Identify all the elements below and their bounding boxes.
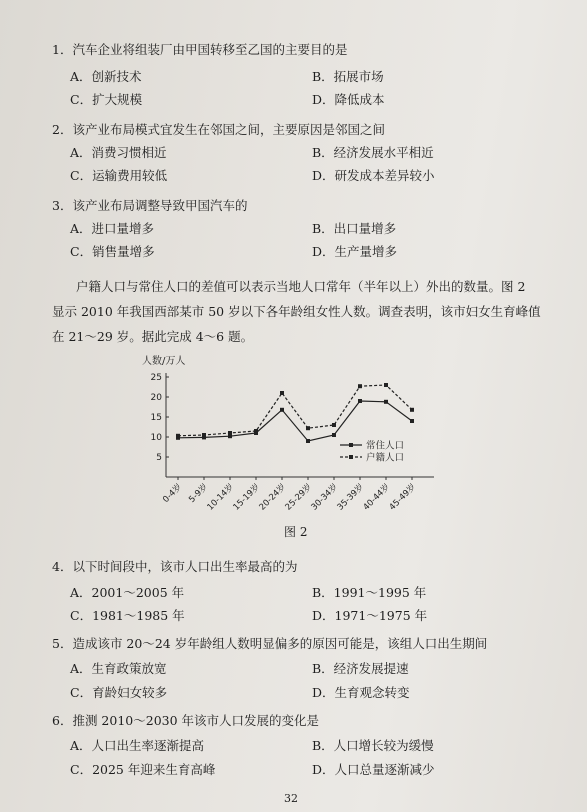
x-tick-label: 25-29岁 (283, 482, 315, 513)
data-point (280, 408, 284, 412)
y-tick-label: 20 (150, 393, 162, 403)
x-tick-label: 5-9岁 (187, 482, 211, 505)
passage-line-2: 显示 2010 年我国西部某市 50 岁以下各年龄组女性人数。调查表明，该市妇女生育峰值 (52, 304, 541, 319)
x-tick-label: 10-14岁 (205, 482, 237, 513)
q1-option-a: A．创新技术 (70, 69, 142, 84)
x-tick-label: 0-4岁 (161, 482, 185, 505)
y-tick-label: 15 (150, 413, 162, 423)
q5-option-c: C．育龄妇女较多 (70, 685, 168, 700)
q2-option-a: A．消费习惯相近 (70, 145, 167, 160)
y-tick-label: 5 (156, 453, 162, 463)
q3-option-d: D．生产量增多 (312, 244, 398, 259)
legend-label-1: 常住人口 (366, 440, 405, 452)
q3-option-c: C．销售量增多 (70, 244, 155, 259)
data-point (410, 419, 414, 423)
legend-marker (349, 443, 353, 447)
x-tick-label: 15-19岁 (231, 482, 263, 513)
x-tick-label: 45-49岁 (387, 482, 419, 513)
q6-option-d: D．人口总量逐渐减少 (312, 762, 435, 777)
q1-option-d: D．降低成本 (312, 92, 385, 107)
q1-option-b: B．拓展市场 (312, 69, 384, 84)
q6-option-c: C．2025 年迎来生育高峰 (70, 762, 216, 777)
data-point (228, 431, 232, 435)
data-point (358, 399, 362, 403)
question-3-stem: 3．该产业布局调整导致甲国汽车的 (52, 198, 248, 213)
question-4-stem: 4．以下时间段中，该市人口出生率最高的为 (52, 559, 298, 574)
q5-option-a: A．生育政策放宽 (70, 661, 167, 676)
data-point (358, 384, 362, 388)
q4-option-c: C．1981～1985 年 (70, 608, 185, 623)
data-point (306, 439, 310, 443)
data-point (384, 400, 388, 404)
y-tick-label: 10 (150, 433, 162, 443)
data-point (306, 426, 310, 430)
q4-option-a: A．2001～2005 年 (70, 585, 185, 600)
q6-option-a: A．人口出生率逐渐提高 (70, 738, 205, 753)
question-1-stem: 1．汽车企业将组装厂由甲国转移至乙国的主要目的是 (52, 42, 348, 57)
q3-option-b: B．出口量增多 (312, 221, 397, 236)
x-tick-label: 40-44岁 (361, 482, 393, 513)
data-point (280, 391, 284, 395)
question-2-stem: 2．该产业布局模式宜发生在邻国之间，主要原因是邻国之间 (52, 122, 385, 137)
population-line-chart (140, 352, 440, 522)
chart-series (176, 383, 414, 443)
q2-option-b: B．经济发展水平相近 (312, 145, 434, 160)
chart-legend (340, 440, 404, 464)
q6-option-b: B．人口增长较为缓慢 (312, 738, 434, 753)
q4-option-b: B．1991～1995 年 (312, 585, 427, 600)
q5-option-b: B．经济发展提速 (312, 661, 409, 676)
passage (52, 274, 552, 349)
x-tick-label: 30-34岁 (309, 482, 341, 513)
legend-marker (349, 455, 353, 459)
q1-option-c: C．扩大规模 (70, 92, 143, 107)
q5-option-d: D．生育观念转变 (312, 685, 410, 700)
q4-option-d: D．1971～1975 年 (312, 608, 428, 623)
series-line-1 (178, 401, 412, 441)
y-axis-label: 人数/万人 (142, 356, 186, 367)
chart-axes (142, 354, 434, 513)
data-point (384, 383, 388, 387)
x-tick-label: 35-39岁 (335, 482, 367, 513)
data-point (202, 433, 206, 437)
y-tick-label: 25 (150, 373, 162, 383)
data-point (332, 433, 336, 437)
q2-option-c: C．运输费用较低 (70, 168, 168, 183)
legend-label-2: 户籍人口 (366, 452, 405, 464)
data-point (332, 423, 336, 427)
data-point (176, 434, 180, 438)
data-point (410, 408, 414, 412)
series-line-2 (178, 385, 412, 436)
page-number: 32 (284, 792, 298, 805)
data-point (254, 429, 258, 433)
q3-option-a: A．进口量增多 (70, 221, 155, 236)
x-tick-label: 20-24岁 (257, 482, 289, 513)
passage-line-3: 在 21～29 岁。据此完成 4～6 题。 (52, 329, 254, 344)
figure-caption: 图 2 (284, 525, 308, 539)
question-5-stem: 5．造成该市 20～24 岁年龄组人数明显偏多的原因可能是，该组人口出生期间 (52, 636, 488, 651)
q2-option-d: D．研发成本差异较小 (312, 168, 435, 183)
question-6-stem: 6．推测 2010～2030 年该市人口发展的变化是 (52, 713, 320, 728)
passage-line-1: 户籍人口与常住人口的差值可以表示当地人口常年（半年以上）外出的数量。图 2 (76, 279, 526, 294)
